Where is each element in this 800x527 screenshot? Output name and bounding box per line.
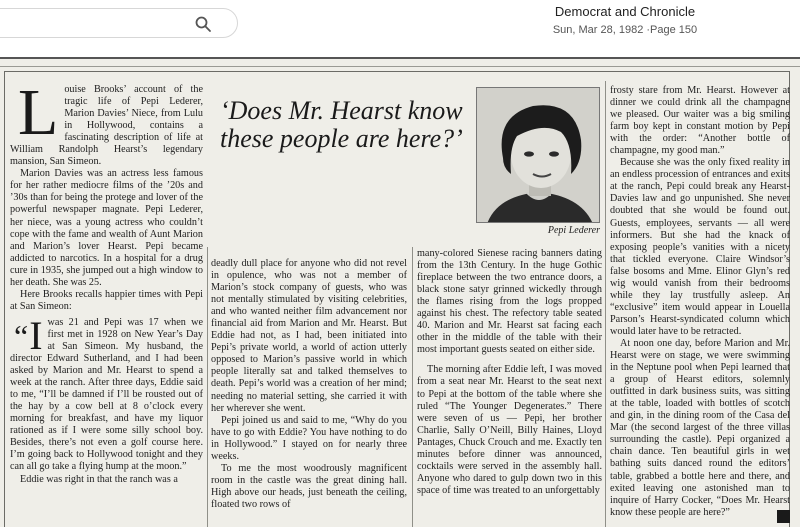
column-rule <box>605 81 606 527</box>
body-paragraph: Pepi joined us and said to me, “Why do you have to go with Eddie? You have nothing to do in Hollywood.” I stayed on for nearly three weeks. <box>211 414 407 462</box>
body-paragraph: Marion Davies was an actress less famous for her rather mediocre films of the ’20s and ’30s than for being the protege and lover of the powerful newspaper magnate. Pepi Lederer, her niece, was a young actress who couldn’t cope with the fame and wealth of Aunt Marion and Marion’s lover Hearst. Pepi became addicted to narcotics. In a hospital for a drug cure in 1935, she jumped out a high window to her death. She was 25. <box>10 168 203 288</box>
open-quote-mark: “ <box>14 317 29 354</box>
body-paragraph: The morning after Eddie left, I was moved from a seat near Mr. Hearst to the seat next to Pepi at the bottom of the table where she ruled “The Younger Degenerates.” There were seven of us — Pepi, her brother Charlie, Sally O’Neill, Billy Haines, Lloyd Pantages, Chuck Crouch and me. Exactly ten minutes before dinner was announced, cocktails were served in the assembly hall. Anyone who dared to gulp down two in this space of time was treated to an unforgettably <box>417 364 602 496</box>
portrait-photo <box>476 87 600 223</box>
article-column-4 <box>610 85 790 527</box>
portrait-illustration <box>477 88 600 223</box>
column-rule <box>207 247 208 527</box>
article-column-3 <box>417 248 602 527</box>
drop-cap: L <box>18 84 59 149</box>
issue-date-page: Sun, Mar 28, 1982 ·Page 150 <box>552 24 698 36</box>
article-column-2 <box>211 258 407 527</box>
end-mark-icon <box>777 510 790 523</box>
page-top-rule <box>0 57 800 59</box>
body-paragraph: To me the most woodrously magnificent room in the castle was the great dining hall. High above our heads, just beneath the ceiling, floated two rows of <box>211 462 407 510</box>
body-paragraph: frosty stare from Mr. Hearst. However at dinner we could drink all the champagne we pleased. Our waiter was a big smiling farm boy kept in constant motion by Pepi with the order: “Another bottle of champagne, my good man.” <box>610 85 790 157</box>
body-paragraph: Eddie was right in that the ranch was a <box>20 473 178 485</box>
intro-paragraph: ouise Brooks’ account of the tragic life of Pepi Lederer, Marion Davies’ Niece, from Lulu in Hollywood, contains a fascinating description of life at William Randolph Hearst’s legendary mansion, San Simeon. <box>10 84 203 168</box>
body-paragraph: Here Brooks recalls happier times with Pepi at San Simeon: <box>10 288 203 312</box>
article-column-1 <box>10 84 203 527</box>
quote-drop-cap: I <box>29 312 43 358</box>
publication-title: Democrat and Chronicle <box>554 4 696 19</box>
quote-paragraph: was 21 and Pepi was 17 when we first met in 1928 on New Year’s Day at San Simeon. My husband, the director Edward Sutherland, and I had been asked by Marion and Mr. Hearst to spend a week at the ranch. After three days, Eddie said to me, “I’ll be damned if I’ll be rousted out of the hay by a cow bell at 8 o’clock every morning for breakfast, and have my liquor rationed as if I were some silly school boy. Besides, there’s not even a golf course here. I’m going back to Hollywood tonight and they can all go take a flying hump at the moon.” <box>10 316 203 473</box>
article-headline: ‘Does Mr. Hearst know these people are here?’ <box>220 96 463 153</box>
search-icon[interactable] <box>194 15 212 33</box>
column-rule <box>412 247 413 527</box>
viewer-toolbar <box>0 0 800 50</box>
page-top-strip <box>0 61 800 67</box>
article-frame-left <box>4 71 5 527</box>
photo-caption: Pepi Lederer <box>547 225 600 236</box>
body-paragraph: Because she was the only fixed reality in an endless procession of entrances and exits at the ranch, Pepi could break any Hearst-Davies law and go unpunished. She never doubted that she would be found out. Guests, employees, servants — all were informers. But she had the knack of exposing people’s vanities with a nicety that tickled everyone. Claire Windsor’s false bosoms and Mme. Elinor Glyn’s red wig would vanish from their bedrooms while they lay trustfully asleep. An “exclusive” item would appear in Louella Parson’s Hearst-syndicated column which would later have to be retracted. <box>610 157 790 337</box>
body-paragraph: many-colored Sienese racing banners dating from the 13th Century. In the huge Gothic fireplace between the two entrance doors, a black stone satyr grinned wickedly through the flames rising from the logs propped against his chest. The refectory table seated 40. Marion and Mr. Hearst sat facing each other in the middle of the table with their most important guests seated on either side. <box>417 248 602 356</box>
article-frame-top <box>4 71 790 72</box>
newspaper-page <box>0 57 800 527</box>
search-box[interactable] <box>0 8 238 38</box>
body-paragraph: At noon one day, before Marion and Mr. Hearst were on stage, we were swimming in the Neptune pool when Pepi learned that a group of Hearst editors, solemnly outfitted in dark business suits, was sitting at the table, loaded with bottles of scotch and gin, in the dining room of the Casa del Mar (the second largest of the three villas surrounding the castle). Pepi organized a chain dance. Ten beautiful girls in wet bathing suits danced round the editors’ table, grabbed a bottle here and there, and exited leaving one astonished man to inquire of Harry Cocker, “Does Mr. Hearst know these people are here?” <box>610 337 790 518</box>
body-paragraph: deadly dull place for anyone who did not revel in opulence, who was not a member of Marion’s stock company of guests, who was not mentally stimulated by visiting celebrities, and who wanted neither film advancement nor financial aid from Marion and Mr. Hearst. But Eddie had not, as I had, been initiated into Pepi’s private world, a world of action utterly opposed to Marion’s passive world in which people literally sat and talked themselves to death. Pepi’s world was a creation of her mind; needing no material setting, she carried it with her wherever she went. <box>211 258 407 414</box>
